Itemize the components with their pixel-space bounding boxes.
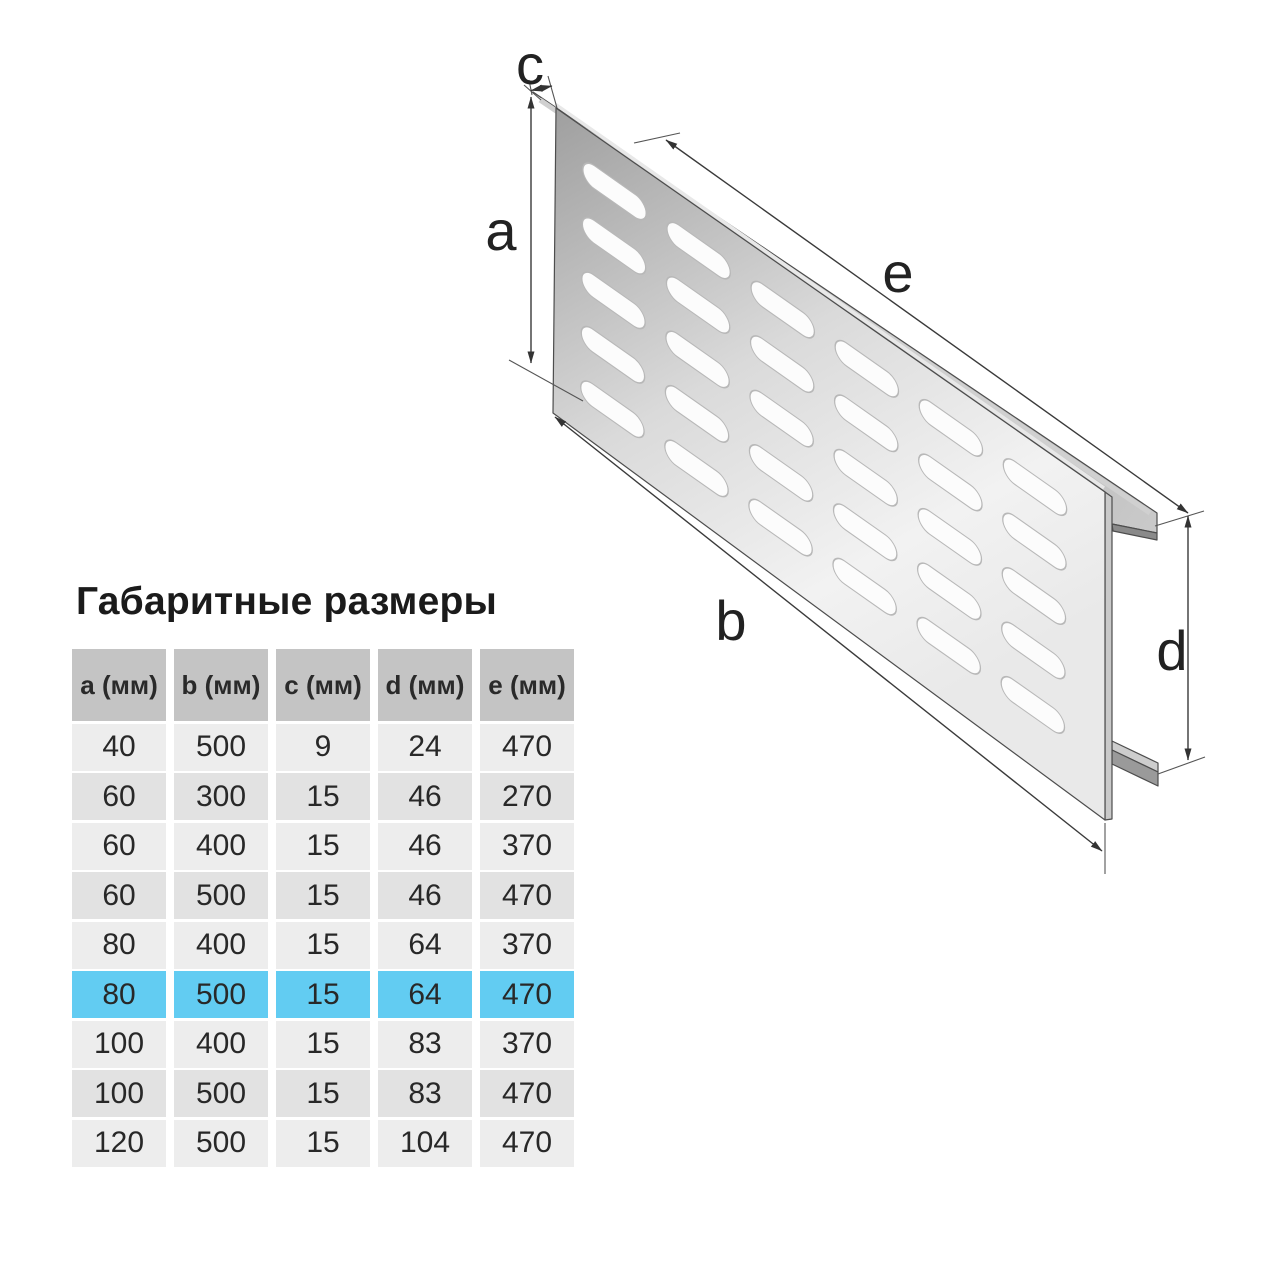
table-cell: 270 [480,773,574,820]
table-cell: 500 [174,724,268,771]
table-cell-highlighted: 64 [378,971,472,1018]
table-cell: 104 [378,1120,472,1167]
table-header-cell-e: e (мм) [480,649,574,721]
table-cell: 500 [174,1070,268,1117]
table-cell: 60 [72,823,166,870]
table-cell: 470 [480,1120,574,1167]
table-cell: 470 [480,724,574,771]
table-cell: 100 [72,1070,166,1117]
page-title: Габаритные размеры [76,580,498,623]
table-cell: 83 [378,1070,472,1117]
table-cell: 40 [72,724,166,771]
table-cell: 470 [480,1070,574,1117]
table-cell: 400 [174,1021,268,1068]
table-cell: 15 [276,872,370,919]
table-cell: 15 [276,1070,370,1117]
table-cell: 60 [72,872,166,919]
table-cell-highlighted: 470 [480,971,574,1018]
table-cell: 300 [174,773,268,820]
dim-label-e: e [882,241,914,304]
table-cell: 15 [276,1021,370,1068]
table-cell: 60 [72,773,166,820]
table-cell: 80 [72,922,166,969]
table-cell: 83 [378,1021,472,1068]
dimension-d [1155,511,1205,774]
table-cell: 500 [174,872,268,919]
table-cell: 46 [378,823,472,870]
table-cell: 400 [174,823,268,870]
table-cell-highlighted: 15 [276,971,370,1018]
table-cell: 15 [276,1120,370,1167]
table-cell: 24 [378,724,472,771]
table-header-cell-a: a (мм) [72,649,166,721]
table-header-cell-d: d (мм) [378,649,472,721]
table-cell: 46 [378,872,472,919]
table-cell: 500 [174,1120,268,1167]
table-cell: 470 [480,872,574,919]
table-header-cell-c: c (мм) [276,649,370,721]
table-cell: 15 [276,773,370,820]
table-cell: 100 [72,1021,166,1068]
table-cell: 46 [378,773,472,820]
table-cell-highlighted: 80 [72,971,166,1018]
dim-label-b: b [715,589,747,652]
dim-label-d: d [1156,619,1188,682]
grille-right-edge [1105,492,1112,820]
dim-label-c: c [516,33,544,96]
table-cell: 370 [480,1021,574,1068]
table-cell: 15 [276,823,370,870]
table-cell-highlighted: 500 [174,971,268,1018]
table-cell: 400 [174,922,268,969]
table-cell: 64 [378,922,472,969]
table-cell: 370 [480,823,574,870]
dim-label-a: a [485,199,517,262]
table-cell: 370 [480,922,574,969]
table-cell: 9 [276,724,370,771]
dimensions-table [72,649,574,1167]
table-cell: 120 [72,1120,166,1167]
table-cell: 15 [276,922,370,969]
table-header-cell-b: b (мм) [174,649,268,721]
grille-bottom-flange [1112,741,1158,786]
